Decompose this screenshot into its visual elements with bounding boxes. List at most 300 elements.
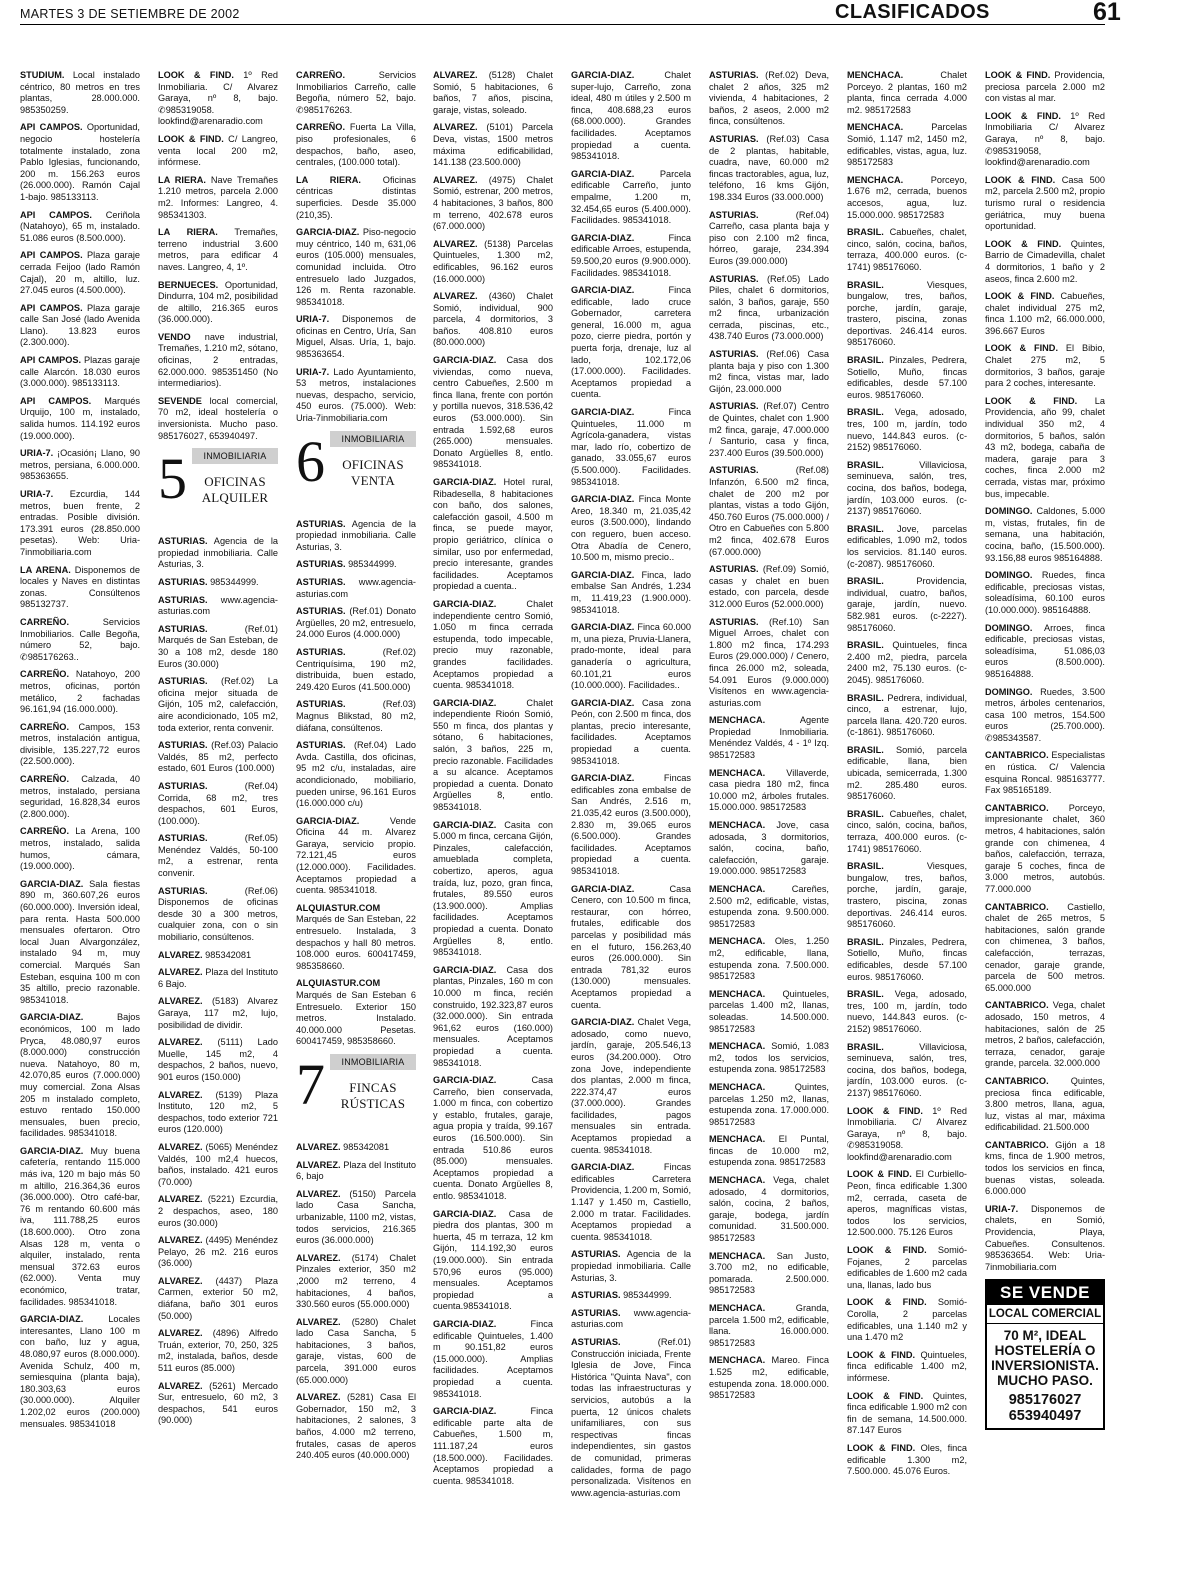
ad-text: Chalet Vega, adosado, como nuevo, jardín, garaje, 205.546,13 euros (34.200.000). Otro zona Jove, independiente dos plantas, 2.000 m finca, 222.374,47 euros (37.000.000). Grandes facilidades, pagos mensuales sin entrada. Aceptamos propiedad a cuenta. 985341018.: [571, 1017, 691, 1155]
ad-text: Casa dos viviendas, como nueva, centro Cabueñes, 2.500 m finca llana, frente con portón y portilla nuevos, 318.536,42 euros (53.000.000). Sin entrada 1.592,68 euros (265.000) mensuales. Donato Argüelles 8, entlo. 985341018.: [433, 355, 553, 470]
ad-text: El Puntal, fincas de 10.000 m2, estupenda zona. 985172583: [709, 1134, 829, 1168]
ad-text: Casa dos plantas, Pinzales, 160 m con 10.000 m finca, recién construido, 192.323,87 euros (32.000.000). Sin entrada 961,62 euros (160.000) mensuales. Aceptamos propiedad a cuenta. 985341018.: [433, 964, 553, 1068]
ad-text: Disponemos de locales y Naves en distintas zonas. Consúltenos 985132737.: [20, 564, 140, 610]
classified-ad: [296, 816, 416, 897]
advertiser-name: ASTURIAS.: [296, 518, 346, 529]
ad-text: Plaza garaje calle San José (lado Avenida Llano). 13.823 euros (2.300.000).: [20, 302, 140, 348]
classified-ad: [158, 332, 278, 390]
classified-ad: [158, 175, 278, 221]
advertiser-name: ALVAREZ.: [296, 1392, 341, 1403]
classified-ad: [20, 1314, 140, 1430]
advertiser-name: SEVENDE: [158, 395, 202, 406]
classified-ad: [433, 239, 553, 285]
advertiser-name: ASTURIAS.: [158, 780, 208, 791]
advertiser-name: STUDIUM.: [20, 70, 65, 80]
advertiser-name: BRASIL.: [847, 1041, 884, 1052]
classified-ad: [571, 233, 691, 279]
advertiser-name: BRASIL.: [847, 576, 884, 587]
classified-ad: [158, 676, 278, 734]
classified-ad: [20, 565, 140, 611]
advertiser-name: MENCHACA.: [709, 936, 766, 947]
advertiser-name: BERNUECES.: [158, 279, 219, 290]
classified-ad: [571, 407, 691, 488]
advertiser-name: ALVAREZ.: [296, 1252, 341, 1263]
advertiser-name: MENCHACA.: [709, 884, 766, 894]
classified-ad: [709, 564, 829, 610]
ad-text: (Ref.07) Centro de Quintes, chalet con 1.900 m2 finca, garaje, 47.000.000 / Santurio, casa y finca, 237.400 Euros (39.500.000): [709, 401, 829, 458]
ad-text: Granda, parcela 1.500 m2, edificable, llana. 16.000.000. 985172583: [709, 1303, 829, 1348]
advertiser-name: ALVAREZ.: [158, 1089, 203, 1100]
classified-ad: [985, 570, 1105, 616]
advertiser-name: GARCIA-DIAZ.: [571, 285, 635, 296]
ad-text: Fincas edificables Carretera Providencia, 1.200 m, Somió, 1.147 y 1.450 m, Castiello, 2.000 m tratar. Facilidades. Aceptamos propiedad a cuenta. 985341018.: [571, 1162, 691, 1242]
classified-ad: [433, 477, 553, 593]
ad-text: Villaverde, casa piedra 180 m2, finca 10.000 m2, árboles frutales. 15.000.000. 985172583: [709, 767, 829, 813]
classified-ad: [847, 460, 967, 518]
classified-ad: [847, 745, 967, 803]
advertiser-name: LOOK & FIND.: [847, 1390, 924, 1401]
section-title: CLASIFICADOS: [835, 1, 990, 23]
ad-text: Careñes, 2.500 m2, edificable, vistas, estupenda zona. 9.500.000. 985172583: [709, 884, 829, 929]
advertiser-name: MENCHACA.: [709, 1303, 766, 1313]
ad-text: Vega, chalet adosado, 4 dormitorios, salón, cocina, 2 baños, garaje, bodega, jardín comunidad. 31.500.000. 985172583: [709, 1175, 829, 1244]
advertiser-name: GARCIA-DIAZ.: [20, 1314, 84, 1325]
classified-ad: [847, 227, 967, 273]
advertiser-name: GARCIA-DIAZ.: [433, 477, 497, 487]
classified-ad: [433, 1209, 553, 1313]
classified-ad: [433, 122, 553, 168]
classified-ad: [709, 1134, 829, 1169]
ad-text: (Ref.04) Carreño, casa planta baja y piso con 2.100 m2 finca, hórreo, garaje, 234.394 Euros (39.000.000): [709, 209, 829, 266]
advertiser-name: LOOK & FIND.: [158, 133, 224, 144]
classified-ad: [20, 303, 140, 349]
advertiser-name: CARREÑO.: [20, 826, 70, 837]
ad-text: 985342081: [340, 1141, 390, 1152]
ad-text: Castiello, chalet de 265 metros, 5 habitaciones, salón grande con chimenea, 3 baños, calefacción, terrazas, cenador, garaje grande, parcela de 500 metros. 65.000.000: [985, 901, 1105, 993]
ad-text: (5138) Parcelas Quintueles, 1.300 m2, edificables, 96.162 euros (16.000.000): [433, 238, 553, 284]
classified-ad: [20, 396, 140, 442]
classified-ad: [158, 624, 278, 670]
ad-text: Quintueles, parcelas 1.400 m2, llanas, soleadas. 14.500.000. 985172583: [709, 988, 829, 1034]
classified-ad: [433, 175, 553, 233]
section-heading: [158, 448, 278, 526]
ad-text: Finca edificable Quintueles, 1.400 m 90.151,82 euros (15.000.000). Amplias facilidades. Aceptamos propiedad a cuenta. 985341018.: [433, 1318, 553, 1399]
classified-ad: [296, 606, 416, 641]
classified-ad: [847, 70, 967, 116]
classified-ad: [847, 640, 967, 686]
advertiser-name: API CAMPOS.: [20, 302, 83, 313]
ad-text: Cabueñes, chalet, cinco, salón, cocina, baños, terraza, 400.000 euros. (c-1741) 985176060.: [847, 227, 967, 272]
advertiser-name: BRASIL.: [847, 523, 884, 534]
ad-text: Pedrera, individual, cinco, a estrenar, lujo, parcela llana. 420.720 euros. (c-1861). 985176060.: [847, 692, 967, 738]
classified-ad: [433, 355, 553, 471]
ad-text: (4360) Chalet Somió, individual, 900 parcela, 4 dormitorios, 3 baños. 408.810 euros (80.000.000): [433, 291, 553, 348]
classified-ad: [433, 291, 553, 349]
classified-ad: [709, 401, 829, 459]
ad-text: Oles, 1.250 m2, edificable, llana, estupenda zona. 7.500.000. 985172583: [709, 936, 829, 982]
advertiser-name: BRASIL.: [847, 640, 884, 651]
advertiser-name: API CAMPOS.: [20, 355, 82, 366]
advertiser-name: CARREÑO.: [296, 122, 346, 133]
classified-ad: [158, 1194, 278, 1229]
classified-ad: [158, 781, 278, 827]
advertiser-name: ASTURIAS.: [709, 349, 759, 360]
classified-ad: [158, 740, 278, 775]
advertiser-name: ASTURIAS.: [571, 1249, 621, 1260]
ad-text: Especialistas en rústica. C/ Valencia esquina Roncal. 985163777. Fax 985165189.: [985, 750, 1105, 796]
advertiser-name: LOOK & FIND.: [985, 70, 1051, 80]
ad-text: (4896) Alfredo Truán, exterior, 70, 250, 325 m2, instalada, baños, desde 511 euros (85.000): [158, 1328, 278, 1374]
advertiser-name: BRASIL.: [847, 279, 884, 290]
classified-ad: [571, 1017, 691, 1156]
advertiser-name: MENCHACA.: [709, 1355, 766, 1366]
ad-text: Providencia, individual, cuatro, baños, garaje, jardín, nuevo. 582.981 euros. (c-2227). 985176060.: [847, 576, 967, 633]
classified-ad: [985, 1204, 1105, 1274]
advertiser-name: GARCIA-DIAZ.: [296, 815, 360, 826]
advertiser-name: ALVAREZ.: [433, 238, 478, 249]
advertiser-name: LOOK & FIND.: [847, 1442, 916, 1453]
classified-ad: [847, 280, 967, 350]
advertiser-name: LOOK & FIND.: [847, 1245, 927, 1256]
ad-text: Marqués de San Esteban 6 Entresuelo. Exterior 150 metros. Instalado. 40.000.000 Pesetas. 600417459, 985358660.: [296, 990, 416, 1047]
classified-ad: [985, 803, 1105, 896]
ad-text: Calzada, 40 metros, instalado, persiana seguridad, 16.828,34 euros (2.800.000).: [20, 774, 140, 819]
advertiser-name: LOOK & FIND.: [985, 343, 1058, 354]
ad-text: 1º Red Inmobiliaria C/ Alvarez Garaya, nº 8, bajo. ✆985319058, lookfind@arenaradio.com: [985, 110, 1105, 168]
ad-text: Tremañes, terreno industrial 3.600 metros, para edificar 4 naves. Langreo, 4, 1º.: [158, 227, 278, 272]
classified-ad: [158, 950, 278, 962]
classified-ad: [20, 489, 140, 559]
ad-text: (4495) Menéndez Pelayo, 26 m2. 216 euros (36.000): [158, 1235, 278, 1269]
ad-text: (4975) Chalet Somió, estrenar, 200 metros, 4 habitaciones, 3 baños, 800 m terreno, 402.678 euros (67.000.000): [433, 174, 553, 232]
classified-ad: [296, 699, 416, 734]
advertiser-name: LOOK & FIND.: [847, 1105, 923, 1116]
ad-text: (4437) Plaza Carmen, exterior 50 m2, diáfana, baño 301 euros (50.000): [158, 1275, 278, 1321]
advertiser-name: LA RIERA.: [158, 227, 218, 238]
advertiser-name: GARCIA-DIAZ.: [20, 1012, 84, 1023]
classified-ad: [571, 1308, 691, 1331]
classified-ad: [709, 1251, 829, 1297]
classified-ad: [296, 367, 416, 425]
ad-text: Disponemos de chalets, en Somió, Providencia, Playa, Cabueñes. Consultenos. 985363654. Web: Uria-7inmobiliaria.com: [985, 1203, 1105, 1272]
classified-ad: [847, 861, 967, 931]
classified-ad: [709, 768, 829, 814]
ad-text: (Ref.06) Disponemos de oficinas desde 30 a 300 metros, cualquier zona, con o sin mobiliario, consúltenos.: [158, 885, 278, 943]
classified-ad: [20, 355, 140, 390]
ad-text: Nave Tremañes 1.210 metros, parcela 2.000 m2. Informes: Langreo, 4. 985341303.: [158, 174, 278, 220]
advertiser-name: ASTURIAS.: [709, 401, 759, 412]
ad-text: (Ref.06) Casa planta baja y piso con 1.300 m2 finca, vistas mar, lado Gijón, 23.000.000: [709, 349, 829, 394]
ad-text: Cabueñes, chalet individual 275 m2, finca 1.100 m2, 66.000.000, 396.667 Euros: [985, 291, 1105, 336]
advertiser-name: LOOK & FIND.: [985, 110, 1061, 121]
classified-ad: [296, 175, 416, 221]
ad-text: Plaza del Instituto 6 Bajo.: [158, 967, 278, 989]
ad-text: (Ref.01) Construcción iniciada, Frente Iglesia de Jove, Finca Histórica "Quinta Nava", con todas las infraestructuras y servicios, autobús a la puerta, 12 únicos chalets unifamiliares, con sus respectivas fincas independientes, sin gastos de comunidad, primeras calidades, forma de pago personalizada. Visítenos en www.agencia-asturias.com: [571, 1336, 691, 1498]
ad-text: Lado Ayuntamiento, 53 metros, instalaciones nuevas, despacho, servicio, 450 euros. (75.000). Web: Uria-7inmobiliaria.com: [296, 366, 416, 424]
advertiser-name: ASTURIAS.: [709, 133, 759, 144]
advertiser-name: GARCIA-DIAZ.: [571, 407, 635, 418]
promo-subtitle: LOCAL COMERCIAL: [987, 1305, 1103, 1324]
classified-ad: [20, 70, 140, 116]
advertiser-name: GARCIA-DIAZ.: [571, 773, 635, 784]
classified-ad: [847, 1042, 967, 1100]
classified-ad: [296, 519, 416, 554]
classified-ad: [985, 175, 1105, 233]
advertiser-name: ASTURIAS.: [296, 740, 346, 751]
ad-text: La Arena, 100 metros, instalado, salida humos, cámara, (19.000.000).: [20, 826, 140, 872]
advertiser-name: ASTURIAS.: [296, 699, 346, 710]
advertiser-name: ALVAREZ.: [158, 949, 203, 960]
advertiser-name: CANTABRICO.: [985, 802, 1049, 813]
advertiser-name: LOOK & FIND.: [985, 291, 1055, 302]
advertiser-name: ASTURIAS.: [296, 559, 346, 570]
classified-ad: [296, 1317, 416, 1387]
advertiser-name: LOOK & FIND.: [847, 1349, 916, 1360]
ad-text: Bajos económicos, 100 m lado Pryca, 48.080,97 euros (8.000.000) construcción nueva. Natahoyo, 80 m, 42.070,85 euros (7.000.000) muy comercial. Zona Alsas 205 m instalado completo, estuvo rentado 150.000 mensuales, buen precio, facilidades. 985341018.: [20, 1012, 140, 1139]
classified-ad: [296, 314, 416, 360]
classified-ad: [158, 595, 278, 618]
classified-ad: [709, 936, 829, 982]
ad-text: Somió, parcela edificable, llana, bien ubicada, semicerrada, 1.300 m2. 285.480 euros. 985176060.: [847, 744, 967, 802]
advertiser-name: GARCIA-DIAZ.: [571, 1017, 635, 1028]
advertiser-name: LOOK & FIND.: [985, 395, 1078, 406]
classified-ad: [847, 1391, 967, 1437]
classified-ad: [985, 506, 1105, 564]
advertiser-name: VENDO: [158, 331, 191, 342]
section-number: 6: [296, 428, 325, 494]
classified-ad: [847, 175, 967, 221]
ad-text: (5128) Chalet Somió, 5 habitaciones, 6 baños, 7 años, piscina, garaje, vistas, soleado.: [433, 70, 553, 115]
ad-text: Casa Cenero, con 10.500 m finca, restaurar, con hórreo, frutales, edificable dos parcelas y posibilidad más en el futuro, 156.263,40 euros (26.000.000). Sin entrada 781,32 euros (130.000) mensuales. Aceptamos propiedad a cuenta.: [571, 883, 691, 1010]
classified-ad: [296, 740, 416, 810]
advertiser-name: ASTURIAS.: [709, 273, 759, 284]
ad-text: (5174) Chalet Pinzales exterior, 350 m2 ,2000 m2 terreno, 4 habitaciones, 4 baños, 330.560 euros (55.000.000): [296, 1252, 416, 1310]
ad-text: www.agencia-asturias.com: [571, 1307, 691, 1330]
classified-ad: [296, 1392, 416, 1462]
classified-ad: [709, 1041, 829, 1076]
classified-ad: [847, 407, 967, 453]
advertiser-name: ASTURIAS.: [709, 564, 759, 575]
advertiser-name: GARCIA-DIAZ.: [571, 1162, 635, 1173]
advertiser-name: BRASIL.: [847, 459, 884, 470]
classified-ad: [847, 693, 967, 739]
ad-text: (Ref.03) Casa de 2 plantas, habitable, cuadra, nave, 60.000 m2 fincas tractorables, agua, luz, teléfono, 16 kms Gijón, 198.334 Euros (33.000.000): [709, 133, 829, 202]
ad-text: Locales interesantes, Llano 100 m con baño, luz y agua, 48.080,97 euros (8.000.000). Avenida Schulz, 400 m, semiesquina (planta baja), 180.303,63 euros (30.000.000). Alquiler 1.202,02 euros (200.000) mensuales. 985341018: [20, 1314, 140, 1429]
ad-text: Finca edificable Arroes, estupenda, 59.500,20 euros (9.900.000). Facilidades. 985341018.: [571, 232, 691, 278]
section-kicker: INMOBILIARIA: [192, 448, 278, 464]
ad-text: 1º Red Inmobiliaria. C/ Alvarez Garaya, nº 8, bajo. ✆985319058. lookfind@arenaradio.com: [847, 1105, 967, 1162]
ad-text: 985342081: [202, 949, 252, 960]
advertiser-name: CARREÑO.: [20, 774, 70, 785]
classified-ad: [433, 820, 553, 959]
classified-ad: [296, 122, 416, 168]
classified-ad: [158, 577, 278, 589]
classified-ad: [20, 879, 140, 1007]
classified-ad: [571, 622, 691, 692]
advertiser-name: ALVAREZ.: [296, 1316, 341, 1327]
advertiser-name: GARCIA-DIAZ.: [433, 1208, 497, 1219]
advertiser-name: DOMINGO.: [985, 570, 1033, 581]
classified-ad: [985, 687, 1105, 745]
ad-text: (Ref.03) Magnus Blikstad, 80 m2, diáfana, consúltenos.: [296, 699, 416, 733]
ad-text: Oportunidad, Dindurra, 104 m2, posibilidad de altillo, 216.365 euros (36.000.000).: [158, 279, 278, 325]
ad-text: Oles, finca edificable 1.300 m2, 7.500.000. 45.076 Euros.: [847, 1442, 967, 1477]
ad-text: (Ref.08) Infanzón, 6.500 m2 finca, chalet de 200 m2 por plantas, vistas a todo Gijón, 450.760 Euros (75.000.000) / Otro en Cabueñes con 5.800 m2 finca, 402.678 Euros (67.000.000): [709, 465, 829, 557]
ad-text: (Ref.09) Somió, casas y chalet en buen estado, con parcela, desde 312.000 Euros (52.000.000): [709, 564, 829, 609]
for-sale-box: [985, 1279, 1105, 1430]
ad-text: Cabueñes, chalet, cinco, salón, cocina, baños, terraza, 400.000 euros. (c-1741) 985176060.: [847, 808, 967, 854]
classified-ad: [20, 122, 140, 203]
classified-ad: [158, 1381, 278, 1427]
ad-column: [709, 70, 829, 1570]
ad-text: nave industrial, Tremañes, 1.210 m2, sótano, oficinas, 2 entradas, 62.000.000. 985351450 (No intermediarios).: [158, 331, 278, 389]
page-number: 61: [1093, 0, 1121, 26]
advertiser-name: BRASIL.: [847, 808, 884, 819]
classified-ad: [985, 343, 1105, 389]
classified-ad: [985, 396, 1105, 500]
advertiser-name: GARCIA-DIAZ.: [20, 878, 84, 889]
ad-text: Parcela edificable Carreño, junto empalme, 1.200 m, 32.454,65 euros (5.400.000). Facilidades. 985341018.: [571, 168, 691, 226]
classified-ad: [847, 1350, 967, 1385]
classified-ad: [158, 536, 278, 571]
advertiser-name: GARCIA-DIAZ.: [571, 494, 635, 505]
classified-ad: [433, 1075, 553, 1203]
advertiser-name: BRASIL.: [847, 407, 884, 418]
classified-ad: [571, 1162, 691, 1243]
advertiser-name: GARCIA-DIAZ.: [571, 883, 635, 894]
advertiser-name: URIA-7.: [985, 1203, 1019, 1214]
ad-text: (Ref.02) Centriquísima, 190 m2, distribuida, buen estado, 249.420 Euros (41.500.000): [296, 646, 416, 692]
classified-ad: [296, 1160, 416, 1183]
advertiser-name: MENCHACA.: [709, 1250, 766, 1261]
advertiser-name: MENCHACA.: [709, 1134, 766, 1145]
classified-ad: [158, 134, 278, 169]
classified-ad: [709, 134, 829, 204]
classified-ad: [847, 1169, 967, 1239]
advertiser-name: CARREÑO.: [296, 70, 346, 80]
classified-ad: [433, 698, 553, 814]
ad-text: Agente Propiedad Inmobiliaria. Menéndez Valdés, 4 - 1º Izq. 985172583: [709, 715, 829, 761]
advertiser-name: GARCIA-DIAZ.: [296, 227, 360, 238]
ad-text: Ezcurdia, 144 metros, buen frente, 2 entradas. Posible división. 173.391 euros (28.850.000 pesetas). Web: Uria-7inmobiliaria.com: [20, 489, 140, 557]
ad-text: Finca edificable, lado cruce Gobernador, carretera general, 16.000 m, agua pozo, cierre piedra, portón y puerta forja, drenaje, luz al lado, 102.172,06 (17.000.000). Facilidades. Aceptamos propiedad a cuenta.: [571, 285, 691, 400]
advertiser-name: ALVAREZ.: [158, 1380, 203, 1391]
ad-text: Campos, 153 metros, instalación antigua, divisible, 135.227,72 euros (22.500.000).: [20, 721, 140, 767]
advertiser-name: BRASIL.: [847, 692, 884, 703]
advertiser-name: ALVAREZ.: [433, 174, 478, 185]
classified-ad: [571, 698, 691, 768]
advertiser-name: MENCHACA.: [847, 174, 904, 185]
classified-ad: [20, 1012, 140, 1140]
advertiser-name: ALVAREZ.: [296, 1141, 341, 1152]
classified-ad: [571, 1249, 691, 1284]
ad-text: Natahoyo, 200 metros, oficinas, portón metálico, 2 fachadas 96.161,94 (16.000.000).: [20, 669, 140, 715]
advertiser-name: ASTURIAS.: [709, 70, 759, 80]
advertiser-name: LOOK & FIND.: [158, 70, 234, 80]
classified-ad: [847, 122, 967, 168]
ad-text: Ruedes, finca edificable, preciosas vistas, soleadísima, 60.100 euros (10.000.000). 985164888.: [985, 570, 1105, 615]
ad-text: Agencia de la propiedad inmobiliaria. Calle Asturias, 3.: [158, 536, 278, 570]
advertiser-name: CARREÑO.: [20, 721, 70, 732]
ad-text: Quintueles, finca edificable 1.400 m2, infórmese.: [847, 1349, 967, 1383]
ad-text: Chalet Porceyo. 2 plantas, 160 m2 planta, finca cerrada 4.000 m2. 985172583: [847, 70, 967, 115]
classified-ad: [296, 1253, 416, 1311]
ad-text: Plaza del Instituto 6, bajo: [296, 1159, 416, 1182]
classified-ad: [985, 239, 1105, 285]
classified-ad: [847, 1297, 967, 1343]
section-number: 5: [158, 446, 187, 512]
classified-ad: [158, 1276, 278, 1322]
ad-text: Quintueles, finca 2.400 m2, piedra, parcela 2400 m2, 75.130 euros. (c-2045). 985176060.: [847, 640, 967, 685]
classified-ad: [20, 617, 140, 663]
ad-text: Porceyo, impresionante chalet, 360 metros, 4 habitaciones, salón grande con chimenea, 4 baños, calefacción, terraza, garaje 5 coches, finca de 3.000 metros, autobús. 77.000.000: [985, 802, 1105, 894]
ad-text: Hotel rural, Ribadesella, 8 habitaciones con baño, dos salones, calefacción gasoil, 4.500 m finca, se puede mayor, propio geriátrico, clínica o similar, uso por enfermedad, precio interesante, grandes facilidades. Aceptamos propiedad a cuenta..: [433, 477, 553, 592]
page-header: [20, 0, 1121, 26]
ad-text: Finca 60.000 m, una pieza, Pruvia-Llanera, prado-monte, ideal para ganadería o agricultura, 60.101,21 euros (10.000.000). Facilidades..: [571, 622, 691, 691]
ad-text: ¡Ocasión¡ Llano, 90 metros, persiana, 6.000.000. 985363655.: [20, 448, 140, 482]
ad-text: Finca edificable parte alta de Cabueñes, 1.500 m, 111.187,24 euros (18.500.000). Facilidades. Aceptamos propiedad a cuenta. 985341018.: [433, 1406, 553, 1486]
ad-text: Vende Oficina 44 m. Alvarez Garaya, servicio propio. 72.121,45 euros (12.000.000). Facilidades. Aceptamos propiedad a cuenta. 985341018.: [296, 815, 416, 896]
ad-text: Casa zona Peón, con 2.500 m finca, dos plantas, precio interesante, facilidades. Aceptamos propiedad a cuenta. 985341018.: [571, 697, 691, 766]
classified-ad: [985, 70, 1105, 105]
advertiser-name: ALVAREZ.: [158, 967, 203, 978]
ad-text: C/ Langreo, venta local 200 m2, infórmese.: [158, 133, 278, 168]
classified-ad: [158, 396, 278, 442]
advertiser-name: LOOK & FIND.: [985, 174, 1056, 185]
advertiser-name: URIA-7.: [296, 314, 330, 325]
advertiser-name: ASTURIAS.: [158, 594, 208, 605]
advertiser-name: ASTURIAS.: [158, 833, 208, 844]
classified-ad: [433, 965, 553, 1069]
advertiser-name: CANTABRICO.: [985, 1075, 1049, 1086]
ad-column: [433, 70, 553, 1570]
advertiser-name: ALQUIASTUR.COM: [296, 978, 381, 989]
classified-ad: [20, 722, 140, 768]
classified-ad: [20, 774, 140, 820]
classified-ad: [296, 647, 416, 693]
classified-ad: [158, 833, 278, 879]
ad-text: 1º Red Inmobiliaria. C/ Alvarez Garaya, nº 8, bajo. ✆985319058. lookfind@arenaradio.com: [158, 70, 278, 127]
section-heading: [296, 428, 416, 509]
ad-column: [296, 70, 416, 1570]
section-heading: [296, 1051, 416, 1132]
ad-text: Viesques, bungalow, tres, baños, porche, jardín, garaje, trastero, piscina, zonas deportivas. 246.414 euros. 985176060.: [847, 861, 967, 930]
ad-text: Ruedes, 3.500 metros, árboles centenarios, casa 100 metros, 154.500 euros (25.700.000). ✆985343587.: [985, 686, 1105, 743]
advertiser-name: LOOK & FIND.: [985, 238, 1062, 249]
classified-ad: [433, 1406, 553, 1487]
advertiser-name: ALVAREZ.: [158, 1328, 203, 1339]
advertiser-name: URIA-7.: [20, 489, 54, 499]
advertiser-name: BRASIL.: [847, 936, 884, 947]
ad-text: Casa Carreño, bien conservada, 1.000 m finca, con cobertizo y establo, frutales, garaje, agua propia y traída, 99.167 euros (16.500.000). Sin entrada 510.86 euros (85.000) mensuales. Aceptamos propiedad a cuenta. Donato Argüelles 8, entlo. 985341018.: [433, 1075, 553, 1202]
advertiser-name: GARCIA-DIAZ.: [433, 1075, 497, 1086]
classified-ad: [847, 524, 967, 570]
classified-ad: [571, 1337, 691, 1499]
classified-ad: [709, 1082, 829, 1128]
advertiser-name: BRASIL.: [847, 861, 884, 872]
classified-ad: [296, 1142, 416, 1154]
ad-text: (5150) Parcela lado Casa Sancha, urbanizable, 1100 m2, vistas, todos servicios, 216.365 euros (36.000.000): [296, 1188, 416, 1246]
ad-text: Oficinas céntricas distintas superficies. Desde 35.000 (210,35).: [296, 174, 416, 220]
classified-ad: [158, 70, 278, 128]
classified-ad: [158, 1235, 278, 1270]
advertiser-name: CANTABRICO.: [985, 1139, 1049, 1150]
ad-text: Finca Monte Areo, 18.340 m, 21.035,42 euros (3.500.000), lindando con reguero, buen acceso. Otra Abadía de Cenero, 10.500 m, mismo precio..: [571, 494, 691, 563]
advertiser-name: DOMINGO.: [985, 622, 1033, 633]
classified-ad: [433, 1319, 553, 1400]
ad-text: Chalet independiente Rioón Somió, 550 m finca, dos plantas y sótano, 6 habitaciones, salón, 3 baños, 225 m, precio razonable. Facilidades a su alcance. Aceptamos propiedad a cuenta. Donato Argüelles 8, entlo. 985341018.: [433, 697, 553, 813]
ad-text: Parcelas Somió, 1.147 m2, 1450 m2, edificables, vistas, agua, luz. 985172583: [847, 122, 967, 168]
